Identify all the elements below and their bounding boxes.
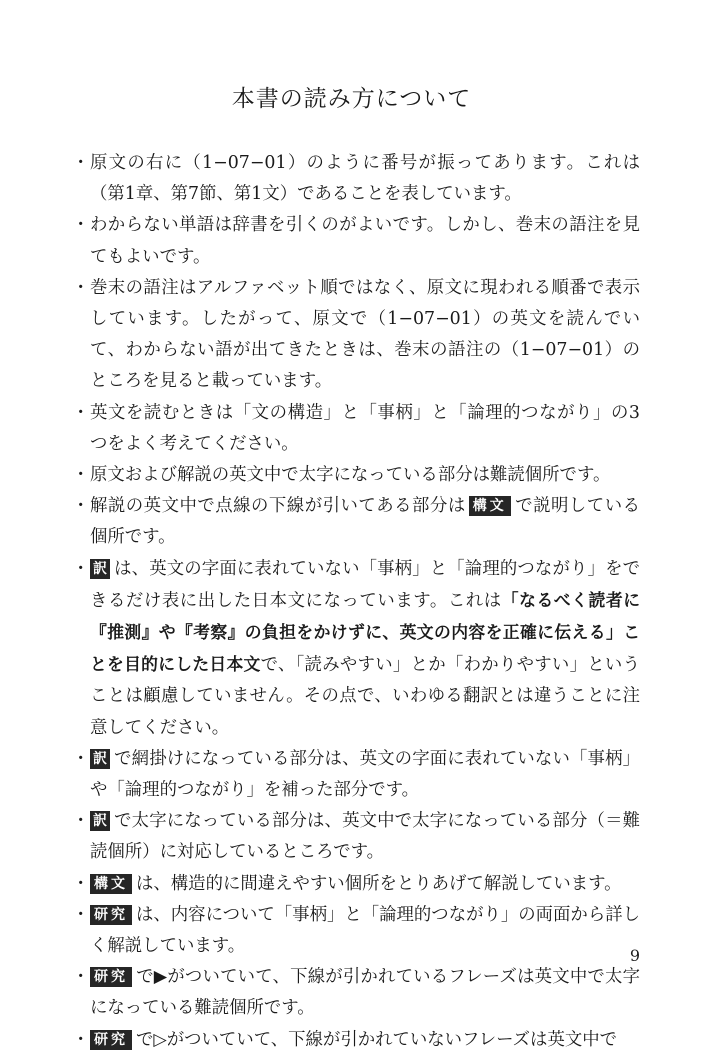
kenkyu-badge: 研究 xyxy=(90,1030,132,1050)
list-item xyxy=(70,460,640,491)
kenkyu-badge: 研究 xyxy=(90,905,132,925)
page-number: 9 xyxy=(629,946,640,965)
list-item xyxy=(70,210,640,272)
item-text: は、英文の字面に表れていない「事柄」と「論理的つながり」をできるだけ表に出した日本文になっています。これは xyxy=(90,558,640,611)
item-text: で▷がついていて、下線が引かれていないフレーズは英文中で xyxy=(136,1029,618,1050)
list-item xyxy=(70,554,640,744)
list-item xyxy=(70,398,640,460)
bullet: ・ xyxy=(72,904,90,925)
page-title: 本書の読み方について xyxy=(231,86,472,112)
yaku-badge: 訳 xyxy=(90,559,110,579)
bullet: ・ xyxy=(72,215,90,236)
list-item xyxy=(70,744,640,806)
list-item xyxy=(70,491,640,553)
item-text: で太字になっている部分は、英文中で太字になっている部分（＝難読個所）に対応しているところです。 xyxy=(90,811,640,863)
item-text: で説明している個所です。 xyxy=(90,496,640,548)
bullet: ・ xyxy=(72,748,90,769)
bullet: ・ xyxy=(72,1029,90,1050)
list-item xyxy=(70,1025,640,1056)
list-item xyxy=(70,869,640,900)
bullet: ・ xyxy=(72,496,90,517)
item-text: は、構造的に間違えやすい個所をとりあげて解説しています。 xyxy=(136,873,622,894)
item-text: わからない単語は辞書を引くのがよいです。しかし、巻末の語注を見てもよいです。 xyxy=(90,215,640,267)
item-text: は、内容について「事柄」と「論理的つながり」の両面から詳しく解説しています。 xyxy=(90,904,640,957)
kobun-badge: 構文 xyxy=(90,874,132,894)
item-text: で▶がついていて、下線が引かれているフレーズは英文中で太字になっている難読個所です。 xyxy=(90,967,640,1019)
yaku-badge: 訳 xyxy=(90,811,110,831)
item-text: 原文の右に（1−07−01）のように番号が振ってあります。これは（第1章、第7節、第1文）であることを表しています。 xyxy=(90,153,640,205)
list-item xyxy=(70,273,640,398)
bullet: ・ xyxy=(72,967,90,988)
list-item xyxy=(70,962,640,1024)
item-text: 原文および解説の英文中で太字になっている部分は難読個所です。 xyxy=(90,465,611,486)
item-text: 巻末の語注はアルファベット順ではなく、原文に現われる順番で表示しています。したがって、原文で（1−07−01）の英文を読んでいて、わからない語が出てきたときは、巻末の語注の（1−07−01）のところを見ると載っています。 xyxy=(90,277,640,392)
item-text: 解説の英文中で点線の下線が引いてある部分は xyxy=(90,496,466,517)
bullet: ・ xyxy=(72,402,90,423)
item-text: 英文を読むときは「文の構造」と「事柄」と「論理的つながり」の3つをよく考えてください。 xyxy=(90,402,640,454)
bullet: ・ xyxy=(72,465,90,486)
bullet: ・ xyxy=(72,558,90,579)
yaku-badge: 訳 xyxy=(90,749,110,769)
kenkyu-badge: 研究 xyxy=(90,967,132,987)
kobun-badge: 構文 xyxy=(469,496,511,516)
bullet: ・ xyxy=(72,811,90,832)
bullet: ・ xyxy=(72,153,90,173)
bold-text: 「なるべく読者に『推測』や『考察』の負担をかけずに、英文の内容を正確に伝える」ことを目的にした日本文 xyxy=(90,589,640,675)
item-text: で網掛けになっている部分は、英文の字面に表れていない「事柄」や「論理的つながり」を補った部分です。 xyxy=(90,748,640,801)
bullet: ・ xyxy=(72,277,90,298)
list-item xyxy=(70,148,640,210)
instruction-list xyxy=(70,148,640,1056)
item-text: で、「読みやすい」とか「わかりやすい」ということは顧慮していません。その点で、いわゆる翻訳とは違うことに注意してください。 xyxy=(90,655,640,738)
bullet: ・ xyxy=(72,873,90,894)
list-item xyxy=(70,806,640,868)
